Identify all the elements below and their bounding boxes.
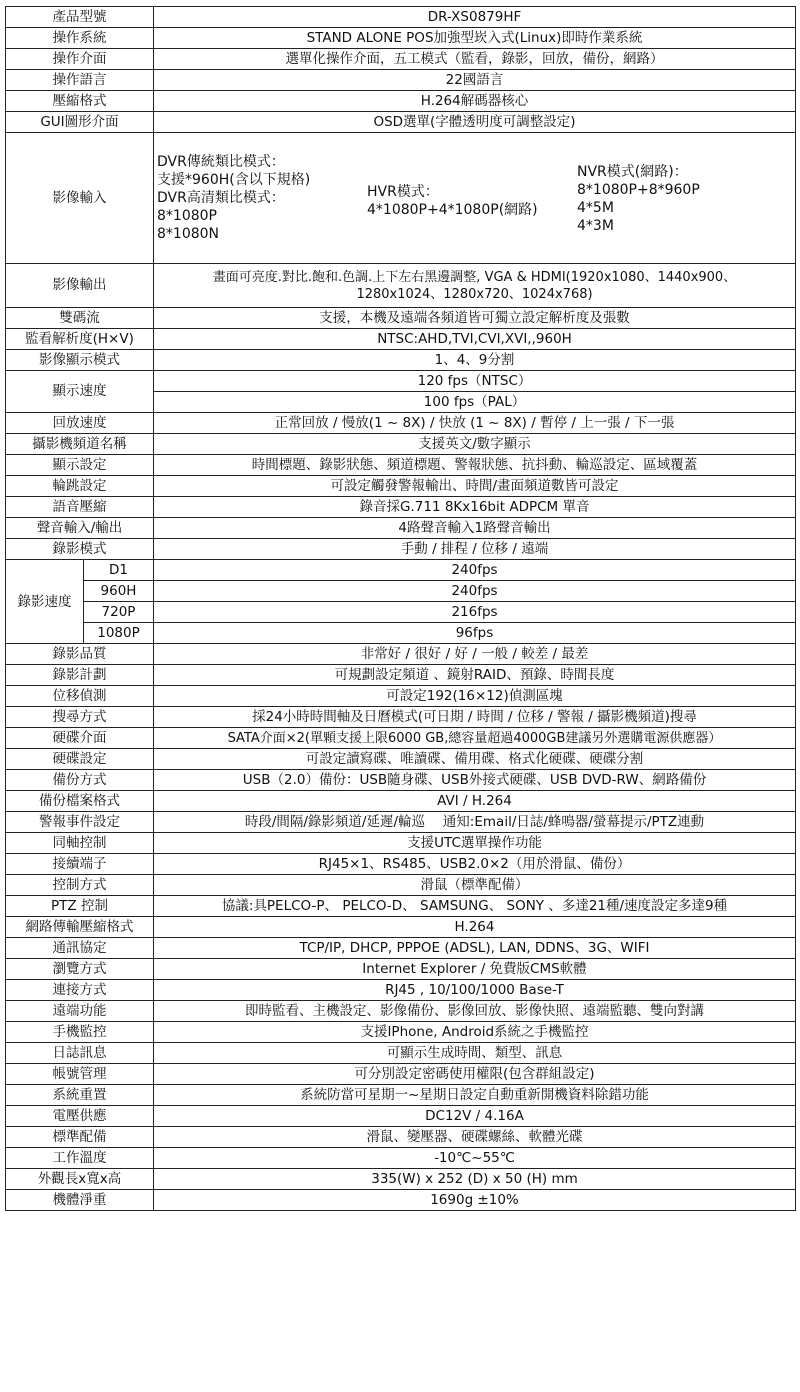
label-rotate-set: 輪跳設定 xyxy=(6,476,154,497)
value-mobile: 支援IPhone, Android系統之手機監控 xyxy=(154,1022,796,1043)
label-control: 控制方式 xyxy=(6,875,154,896)
value-monitor-res: NTSC:AHD,TVI,CVI,XVI,,960H xyxy=(154,329,796,350)
value-dual-stream: 支援，本機及遠端各頻道皆可獨立設定解析度及張數 xyxy=(154,308,796,329)
row-browser xyxy=(6,959,796,980)
video-in-dvr-line: DVR高清類比模式： xyxy=(157,190,285,206)
spec-table xyxy=(5,6,796,1211)
row-gui xyxy=(6,112,796,133)
label-audio-io: 聲音輸入/輸出 xyxy=(6,518,154,539)
label-connect: 連接方式 xyxy=(6,980,154,1001)
rec-speed-fps: 96fps xyxy=(154,623,796,644)
label-audio-comp: 語音壓縮 xyxy=(6,497,154,518)
rec-speed-res: 960H xyxy=(84,581,154,602)
label-dims: 外觀長x寬x高 xyxy=(6,1169,154,1190)
row-backup xyxy=(6,770,796,791)
row-log xyxy=(6,1043,796,1064)
label-browser: 瀏覽方式 xyxy=(6,959,154,980)
label-power: 電壓供應 xyxy=(6,1106,154,1127)
value-sync: 支援UTC選單操作功能 xyxy=(154,833,796,854)
value-backup-fmt: AVI / H.264 xyxy=(154,791,796,812)
row-hdd-if xyxy=(6,728,796,749)
label-remote: 遠端功能 xyxy=(6,1001,154,1022)
rec-speed-fps: 216fps xyxy=(154,602,796,623)
value-hdd-if: SATA介面×2(單顆支援上限6000 GB,總容量超過4000GB建議另外選購電源供應器） xyxy=(154,728,796,749)
label-ports: 接續端子 xyxy=(6,854,154,875)
label-log: 日誌訊息 xyxy=(6,1043,154,1064)
label-backup-fmt: 備份檔案格式 xyxy=(6,791,154,812)
row-model xyxy=(6,7,796,28)
value-model: DR-XS0879HF xyxy=(154,7,796,28)
row-playback-speed xyxy=(6,413,796,434)
row-account xyxy=(6,1064,796,1085)
label-backup: 備份方式 xyxy=(6,770,154,791)
value-backup: USB（2.0）備份：USB隨身碟、USB外接式硬碟、USB DVD-RW、網路備份 xyxy=(154,770,796,791)
value-lang: 22國語言 xyxy=(154,70,796,91)
video-in-nvr-line: 4*5M xyxy=(577,200,614,216)
row-ports xyxy=(6,854,796,875)
label-dual-stream: 雙碼流 xyxy=(6,308,154,329)
video-in-dvr-line: 8*1080P xyxy=(157,208,217,224)
row-net-comp xyxy=(6,917,796,938)
label-display-set: 顯示設定 xyxy=(6,455,154,476)
value-display-set: 時間標題、錄影狀態、頻道標題、警報狀態、抗抖動、輪巡設定、區域覆蓋 xyxy=(154,455,796,476)
label-gui: GUI圖形介面 xyxy=(6,112,154,133)
label-motion: 位移偵測 xyxy=(6,686,154,707)
row-lang xyxy=(6,70,796,91)
label-playback-speed: 回放速度 xyxy=(6,413,154,434)
value-audio-comp: 錄音採G.711 8Kx16bit ADPCM 單音 xyxy=(154,497,796,518)
label-mobile: 手機監控 xyxy=(6,1022,154,1043)
label-ptz: PTZ 控制 xyxy=(6,896,154,917)
rec-speed-fps: 240fps xyxy=(154,560,796,581)
row-compress xyxy=(6,91,796,112)
row-rec-speed-d1 xyxy=(6,560,796,581)
value-gui: OSD選單(字體透明度可調整設定) xyxy=(154,112,796,133)
row-ptz xyxy=(6,896,796,917)
value-audio-io: 4路聲音輸入1路聲音輸出 xyxy=(154,518,796,539)
row-rec-mode xyxy=(6,539,796,560)
value-video-in xyxy=(154,133,796,264)
label-rec-speed: 錄影速度 xyxy=(6,560,84,644)
rec-speed-res: D1 xyxy=(84,560,154,581)
value-ptz: 協議:具PELCO-P、 PELCO-D、 SAMSUNG、 SONY 、多達21種/速度設定多達9種 xyxy=(154,896,796,917)
row-rotate-set xyxy=(6,476,796,497)
row-os xyxy=(6,28,796,49)
row-display-mode xyxy=(6,350,796,371)
value-rec-plan: 可規劃設定頻道 、鏡射RAID、預錄、時間長度 xyxy=(154,665,796,686)
row-control xyxy=(6,875,796,896)
row-temp xyxy=(6,1148,796,1169)
value-playback-speed: 正常回放 / 慢放(1 ~ 8X) / 快放 (1 ~ 8X) / 暫停 / 上一張 / 下一張 xyxy=(154,413,796,434)
value-browser: Internet Explorer / 免費版CMS軟體 xyxy=(154,959,796,980)
row-reset xyxy=(6,1085,796,1106)
label-cam-name: 攝影機頻道名稱 xyxy=(6,434,154,455)
row-rec-plan xyxy=(6,665,796,686)
value-motion: 可設定192(16×12)偵測區塊 xyxy=(154,686,796,707)
row-rec-speed-720p xyxy=(6,602,796,623)
row-rec-speed-1080p xyxy=(6,623,796,644)
row-audio-comp xyxy=(6,497,796,518)
rec-speed-res: 1080P xyxy=(84,623,154,644)
row-ui xyxy=(6,49,796,70)
row-remote xyxy=(6,1001,796,1022)
row-rec-speed-960h xyxy=(6,581,796,602)
row-video-in xyxy=(6,133,796,264)
label-temp: 工作溫度 xyxy=(6,1148,154,1169)
value-account: 可分別設定密碼使用權限(包含群組設定) xyxy=(154,1064,796,1085)
label-hdd-set: 硬碟設定 xyxy=(6,749,154,770)
video-in-hvr-line: 4*1080P+4*1080P(網路) xyxy=(367,202,538,218)
label-rec-quality: 錄影品質 xyxy=(6,644,154,665)
video-in-dvr-line: 支援*960H(含以下規格) xyxy=(157,172,311,188)
value-temp: -10℃~55℃ xyxy=(154,1148,796,1169)
value-video-out xyxy=(154,264,796,308)
value-log: 可顯示生成時間、類型、訊息 xyxy=(154,1043,796,1064)
value-os: STAND ALONE POS加強型崁入式(Linux)即時作業系統 xyxy=(154,28,796,49)
value-display-speed-ntsc: 120 fps（NTSC） xyxy=(154,371,796,392)
row-display-speed xyxy=(6,371,796,392)
row-monitor-res xyxy=(6,329,796,350)
value-cam-name: 支援英文/數字顯示 xyxy=(154,434,796,455)
value-compress: H.264解碼器核心 xyxy=(154,91,796,112)
row-dual-stream xyxy=(6,308,796,329)
label-search: 搜尋方式 xyxy=(6,707,154,728)
label-compress: 壓縮格式 xyxy=(6,91,154,112)
row-video-out xyxy=(6,264,796,308)
value-net-comp: H.264 xyxy=(154,917,796,938)
label-lang: 操作語言 xyxy=(6,70,154,91)
label-rec-plan: 錄影計劃 xyxy=(6,665,154,686)
label-sync: 同軸控制 xyxy=(6,833,154,854)
rec-speed-fps: 240fps xyxy=(154,581,796,602)
value-display-mode: 1、4、9分割 xyxy=(154,350,796,371)
row-audio-io xyxy=(6,518,796,539)
video-in-nvr-line: NVR模式(網路)： xyxy=(577,164,688,180)
label-monitor-res: 監看解析度(H×V) xyxy=(6,329,154,350)
video-in-nvr xyxy=(577,153,700,235)
row-rec-quality xyxy=(6,644,796,665)
label-os: 操作系統 xyxy=(6,28,154,49)
value-ui: 選單化操作介面，五工模式（監看，錄影，回放，備份，網路） xyxy=(154,49,796,70)
value-protocol: TCP/IP, DHCP, PPPOE (ADSL), LAN, DDNS、3G、WIFI xyxy=(154,938,796,959)
row-sync xyxy=(6,833,796,854)
video-in-nvr-line: 8*1080P+8*960P xyxy=(577,182,700,198)
row-display-set xyxy=(6,455,796,476)
label-weight: 機體淨重 xyxy=(6,1190,154,1211)
value-connect: RJ45 , 10/100/1000 Base-T xyxy=(154,980,796,1001)
value-remote: 即時監看、主機設定、影像備份、影像回放、影像快照、遠端監聽、雙向對講 xyxy=(154,1001,796,1022)
row-motion xyxy=(6,686,796,707)
video-in-dvr xyxy=(157,153,367,243)
value-weight: 1690g ±10% xyxy=(154,1190,796,1211)
label-video-out: 影像輸出 xyxy=(6,264,154,308)
video-out-line: 畫面可亮度.對比.飽和.色調.上下左右黑邊調整, VGA & HDMI(1920x1080、1440x900、 xyxy=(212,269,737,285)
value-dims: 335(W) x 252 (D) x 50 (H) mm xyxy=(154,1169,796,1190)
row-hdd-set xyxy=(6,749,796,770)
value-rotate-set: 可設定觸發警報輸出、時間/畫面頻道數皆可設定 xyxy=(154,476,796,497)
row-search xyxy=(6,707,796,728)
row-cam-name xyxy=(6,434,796,455)
value-control: 滑鼠（標準配備） xyxy=(154,875,796,896)
video-out-line: 1280x1024、1280x720、1024x768) xyxy=(356,286,593,302)
row-weight xyxy=(6,1190,796,1211)
value-reset: 系統防當可星期一~星期日設定自動重新開機資料除錯功能 xyxy=(154,1085,796,1106)
value-rec-quality: 非常好 / 很好 / 好 / 一般 / 較差 / 最差 xyxy=(154,644,796,665)
row-mobile xyxy=(6,1022,796,1043)
label-display-speed: 顯示速度 xyxy=(6,371,154,413)
video-in-nvr-line: 4*3M xyxy=(577,218,614,234)
label-alarm: 警報事件設定 xyxy=(6,812,154,833)
label-display-mode: 影像顯示模式 xyxy=(6,350,154,371)
label-account: 帳號管理 xyxy=(6,1064,154,1085)
value-power: DC12V / 4.16A xyxy=(154,1106,796,1127)
label-std: 標準配備 xyxy=(6,1127,154,1148)
value-rec-mode: 手動 / 排程 / 位移 / 遠端 xyxy=(154,539,796,560)
value-ports: RJ45×1、RS485、USB2.0×2（用於滑鼠、備份） xyxy=(154,854,796,875)
value-alarm: 時段/間隔/錄影頻道/延遲/輪巡 通知:Email/日誌/蜂鳴器/螢幕提示/PTZ連動 xyxy=(154,812,796,833)
value-std: 滑鼠、變壓器、硬碟螺絲、軟體光碟 xyxy=(154,1127,796,1148)
label-video-in: 影像輸入 xyxy=(6,133,154,264)
value-hdd-set: 可設定讀寫碟、唯讀碟、備用碟、格式化硬碟、硬碟分割 xyxy=(154,749,796,770)
label-reset: 系統重置 xyxy=(6,1085,154,1106)
rec-speed-res: 720P xyxy=(84,602,154,623)
row-alarm xyxy=(6,812,796,833)
row-std xyxy=(6,1127,796,1148)
row-backup-fmt xyxy=(6,791,796,812)
label-net-comp: 網路傳輸壓縮格式 xyxy=(6,917,154,938)
row-connect xyxy=(6,980,796,1001)
row-power xyxy=(6,1106,796,1127)
row-protocol xyxy=(6,938,796,959)
value-display-speed-pal: 100 fps（PAL） xyxy=(154,392,796,413)
video-in-hvr-line: HVR模式： xyxy=(367,184,439,200)
row-dims xyxy=(6,1169,796,1190)
label-hdd-if: 硬碟介面 xyxy=(6,728,154,749)
label-ui: 操作介面 xyxy=(6,49,154,70)
value-search: 採24小時時間軸及日曆模式(可日期 / 時間 / 位移 / 警報 / 攝影機頻道)搜尋 xyxy=(154,707,796,728)
video-in-hvr xyxy=(367,153,577,219)
label-rec-mode: 錄影模式 xyxy=(6,539,154,560)
video-in-dvr-line: 8*1080N xyxy=(157,226,220,242)
label-model: 產品型號 xyxy=(6,7,154,28)
video-in-dvr-line: DVR傳統類比模式： xyxy=(157,154,285,170)
label-protocol: 通訊協定 xyxy=(6,938,154,959)
